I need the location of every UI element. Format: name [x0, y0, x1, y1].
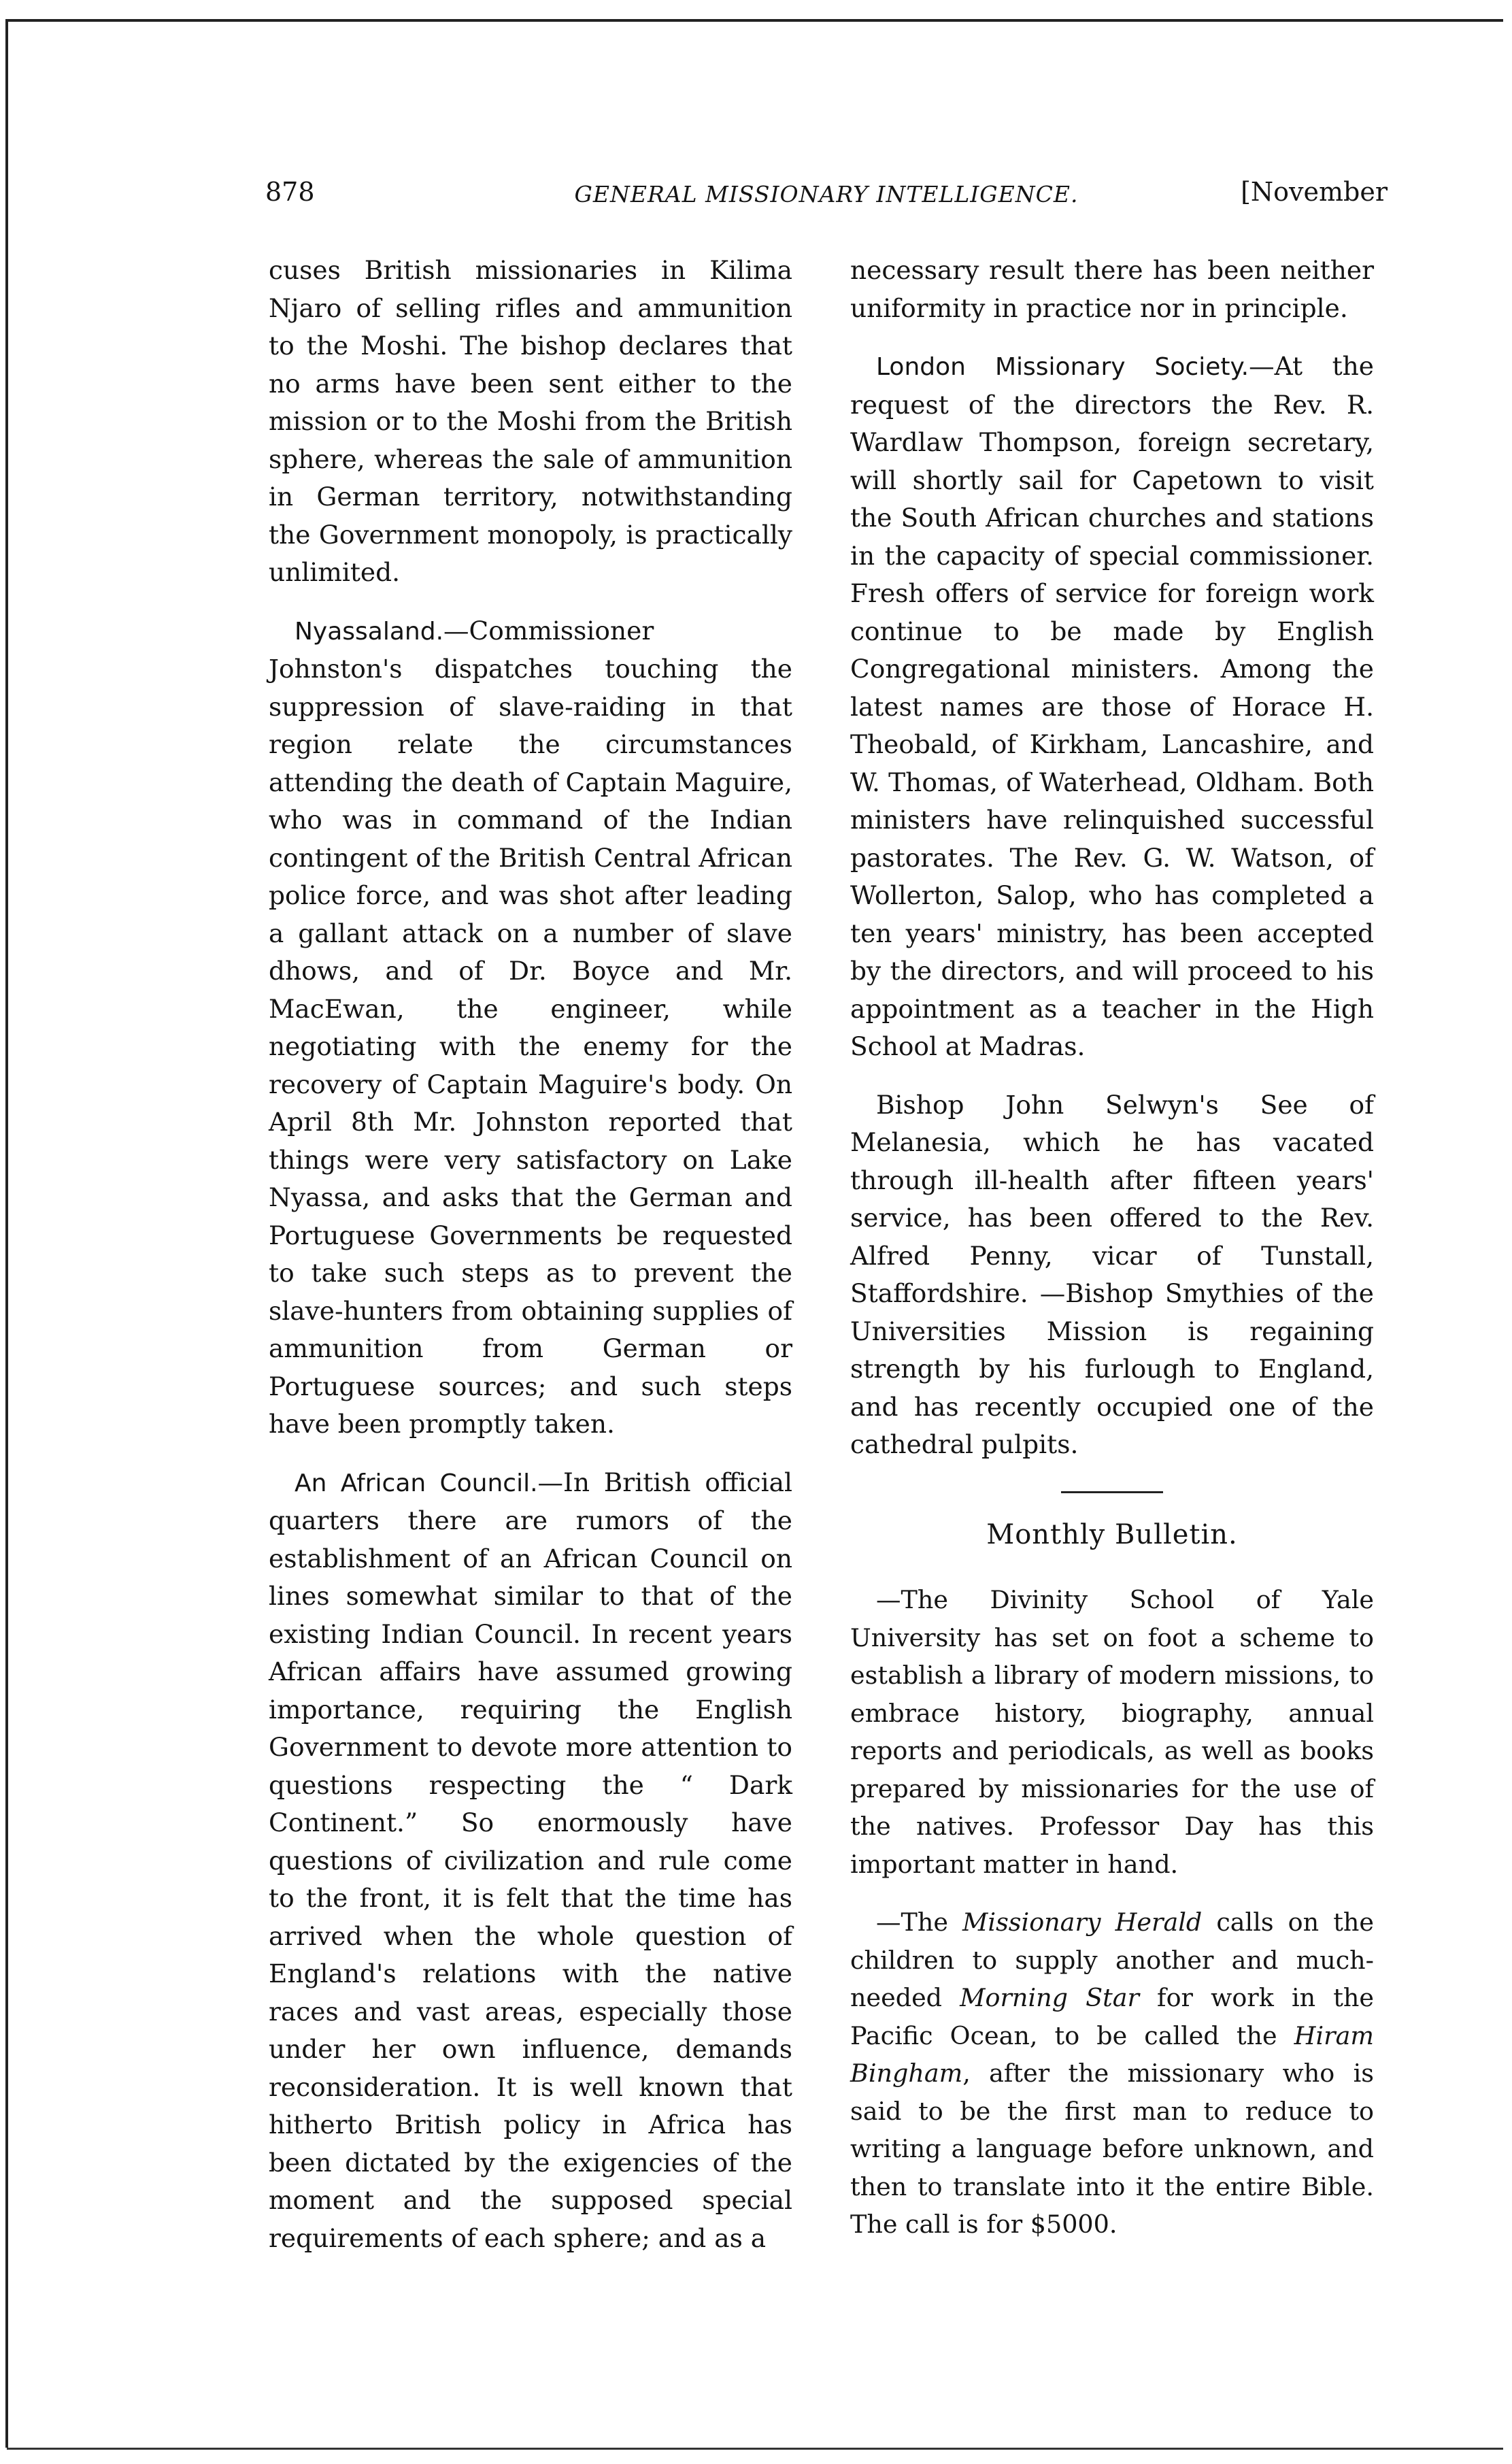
periodical-title: Missionary Herald	[962, 1908, 1203, 1937]
text-fragment: calls on the children to supply another and much-needed	[850, 1908, 1374, 2012]
paragraph-text: —Commissioner Johnston's dispatches touching the suppression of slave-raiding in that region relate the circumstances attending the death of Captain Maguire, who was in command of the Indian contingent of the British Central African police force, and was shot after leading a gallant attack on a number of slave dhows, and of Dr. Boyce and Mr. MacEwan, the engineer, while negotiating with the enemy for the recovery of Captain Maguire's body. On April 8th Mr. Johnston reported that things were very satisfactory on Lake Nyassa, and asks that the German and Portuguese Governments be requested to take such steps as to prevent the slave-hunters from obtaining supplies of ammunition from German or Portuguese sources; and such steps have been promptly taken.	[269, 615, 792, 1439]
article-london-missionary-society	[850, 348, 1374, 1066]
article-nyassaland	[269, 612, 792, 1444]
article-heading: Nyassaland.	[295, 617, 444, 646]
bulletin-item-missionary-herald	[850, 1903, 1374, 2244]
running-head	[265, 177, 1388, 218]
page-border-top	[7, 19, 1503, 22]
article-african-council	[269, 1464, 792, 2258]
page-border-left	[5, 19, 8, 2448]
page-number: 878	[265, 177, 315, 207]
paragraph-text: —At the request of the directors the Rev. R. Wardlaw Thompson, foreign secretary, will shortly sail for Capetown to visit the South African churches and stations in the capacity of special commissioner. Fresh offers of service for foreign work continue to be made by English Congregational ministers. Among the latest names are those of Horace H. Theobald, of Kirkham, Lancashire, and W. Thomas, of Waterhead, Oldham. Both ministers have relinquished successful pastorates. The Rev. G. W. Watson, of Wollerton, Salop, who has completed a ten years' ministry, has been accepted by the directors, and will proceed to his appointment as a teacher in the High School at Madras.	[850, 351, 1374, 1061]
section-heading: Monthly Bulletin.	[986, 1518, 1238, 1550]
ship-name: Hiram Bingham	[850, 2020, 1374, 2088]
article-continuation	[269, 252, 792, 592]
article-heading: An African Council.	[295, 1469, 538, 1497]
article-melanesia	[850, 1086, 1374, 1464]
bulletin-item-yale	[850, 1581, 1374, 1883]
running-title: GENERAL MISSIONARY INTELLIGENCE.	[574, 181, 1079, 207]
article-heading: London Missionary Society.	[876, 353, 1249, 381]
article-continuation	[850, 252, 1374, 327]
paragraph-text: Bishop John Selwyn's See of Melanesia, which he has vacated through ill-health after fifteen years' service, has been offered to the Rev. Alfred Penny, vicar of Tunstall, Staffordshire. —Bishop Smythies of the Universities Mission is regaining strength by his furlough to England, and has recently occupied one of the cathedral pulpits.	[850, 1089, 1374, 1459]
paragraph-text: necessary result there has been neither uniformity in practice nor in principle.	[850, 255, 1374, 323]
paragraph-text: —In British official quarters there are rumors of the establishment of an African Council on lines somewhat similar to that of the existing Indian Council. In recent years African affairs have assumed growing importance, requiring the English Government to devote more attention to questions respecting the “ Dark Continent.” So enormously have questions of civilization and rule come to the front, it is felt that the time has arrived when the whole question of England's relations with the native races and vast areas, especially those under her own influence, demands reconsideration. It is well known that hitherto British policy in Africa has been dictated by the exigencies of the moment and the supposed special requirements of each sphere; and as a	[269, 1467, 792, 2253]
paragraph-text: —The Divinity School of Yale University has set on foot a scheme to establish a library of modern missions, to embrace history, biography, annual reports and periodicals, as well as books prepared by missionaries for the use of the natives. Professor Day has this important matter in hand.	[850, 1585, 1374, 1879]
paragraph-text: cuses British missionaries in Kilima Njaro of selling rifles and ammunition to the Moshi. The bishop declares that no arms have been sent either to the mission or to the Moshi from the British sphere, whereas the sale of ammunition in German territory, notwithstanding the Government monopoly, is practically unlimited.	[269, 255, 792, 587]
section-divider	[1061, 1491, 1163, 1493]
page-border-bottom	[7, 2448, 1503, 2450]
right-column	[850, 252, 1374, 2264]
running-date: [November	[1241, 177, 1388, 207]
left-column	[269, 252, 792, 2278]
text-fragment: for work in the Pacific Ocean, to be called the	[850, 1983, 1374, 2050]
text-fragment: , after the missionary who is said to be the first man to reduce to writing a language before unknown, and then to translate into it the entire Bible. The call is for $5000.	[850, 2059, 1374, 2239]
text-fragment: —The	[876, 1908, 963, 1937]
ship-name: Morning Star	[960, 1983, 1139, 2012]
